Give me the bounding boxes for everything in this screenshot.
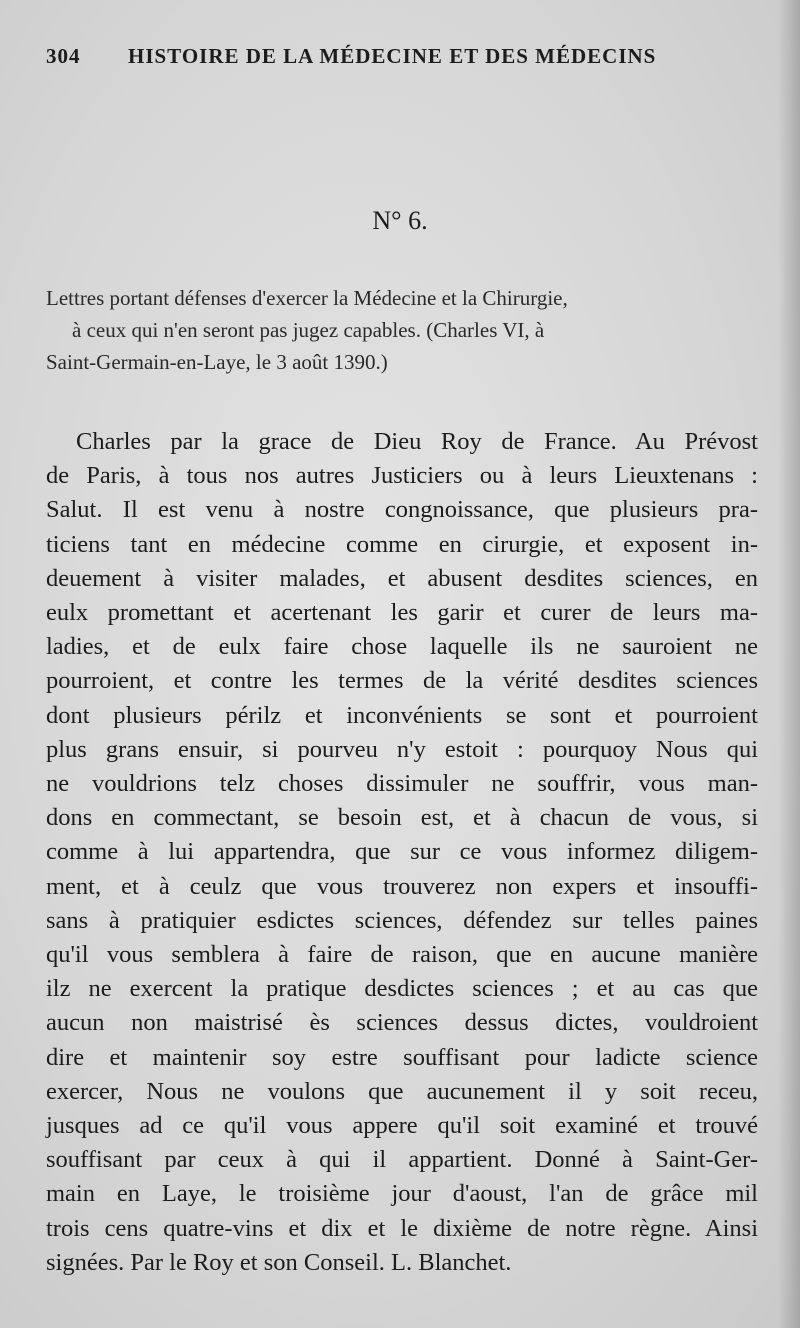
body-line: plus grans ensuir, si pourveu n'y estoit : pourquoy Nous qui	[46, 735, 758, 763]
body-line: dire et maintenir soy estre souffisant pour ladicte science	[46, 1043, 758, 1071]
summary-line: à ceux qui n'en seront pas jugez capables. (Charles VI, à	[72, 318, 545, 342]
body-line: trois cens quatre-vins et dix et le dixième de notre règne. Ainsi	[46, 1214, 758, 1242]
document-number: N° 6.	[372, 206, 428, 235]
body-line: qu'il vous semblera à faire de raison, que en aucune manière	[46, 941, 758, 969]
body-line: deuement à visiter malades, et abusent desdites sciences, en	[46, 564, 758, 592]
body-line: ticiens tant en médecine comme en cirurgie, et exposent in-	[46, 530, 758, 558]
body-line: main en Laye, le troisième jour d'aoust, l'an de grâce mil	[46, 1180, 758, 1208]
page-number: 304	[46, 44, 81, 68]
body-line: ment, et à ceulz que vous trouverez non expers et insouffi-	[46, 872, 758, 900]
body-line: Charles par la grace de Dieu Roy de France. Au Prévost	[76, 428, 758, 455]
body-line: sans à pratiquier esdictes sciences, défendez sur telles paines	[46, 906, 758, 934]
body-line: ne vouldrions telz choses dissimuler ne souffrir, vous man-	[46, 770, 758, 798]
running-head	[46, 44, 680, 69]
letter-body	[46, 425, 758, 1280]
body-line: Salut. Il est venu à nostre congnoissance, que plusieurs pra-	[46, 496, 758, 524]
body-line: ladies, et de eulx faire chose laquelle ils ne sauroient ne	[46, 633, 758, 661]
page-edge-shadow	[778, 0, 800, 1328]
body-line: de Paris, à tous nos autres Justiciers ou à leurs Lieuxtenans :	[46, 462, 758, 490]
body-line: pourroient, et contre les termes de la vérité desdites sciences	[46, 667, 758, 695]
running-title: HISTOIRE DE LA MÉDECINE ET DES MÉDECINS	[128, 44, 657, 68]
body-line: eulx promettant et acertenant les garir et curer de leurs ma-	[46, 599, 758, 627]
body-line: exercer, Nous ne voulons que aucunement il y soit receu,	[46, 1077, 758, 1105]
summary-line: Saint-Germain-en-Laye, le 3 août 1390.)	[46, 350, 388, 374]
body-line: ilz ne exercent la pratique desdictes sciences ; et au cas que	[46, 975, 758, 1003]
body-line: dons en commectant, se besoin est, et à chacun de vous, si	[46, 804, 758, 832]
body-line: dont plusieurs périlz et inconvénients se sont et pourroient	[46, 701, 758, 729]
body-line: comme à lui appartendra, que sur ce vous informez diligem-	[46, 838, 758, 866]
body-line: signées. Par le Roy et son Conseil. L. Blanchet.	[46, 1248, 512, 1276]
body-line: jusques ad ce qu'il vous appere qu'il soit examiné et trouvé	[46, 1112, 758, 1140]
body-line: souffisant par ceux à qui il appartient. Donné à Saint-Ger-	[46, 1146, 758, 1174]
document-summary	[46, 282, 754, 378]
body-line: aucun non maistrisé ès sciences dessus dictes, vouldroient	[46, 1009, 758, 1037]
summary-line: Lettres portant défenses d'exercer la Médecine et la Chirurgie,	[46, 286, 568, 310]
